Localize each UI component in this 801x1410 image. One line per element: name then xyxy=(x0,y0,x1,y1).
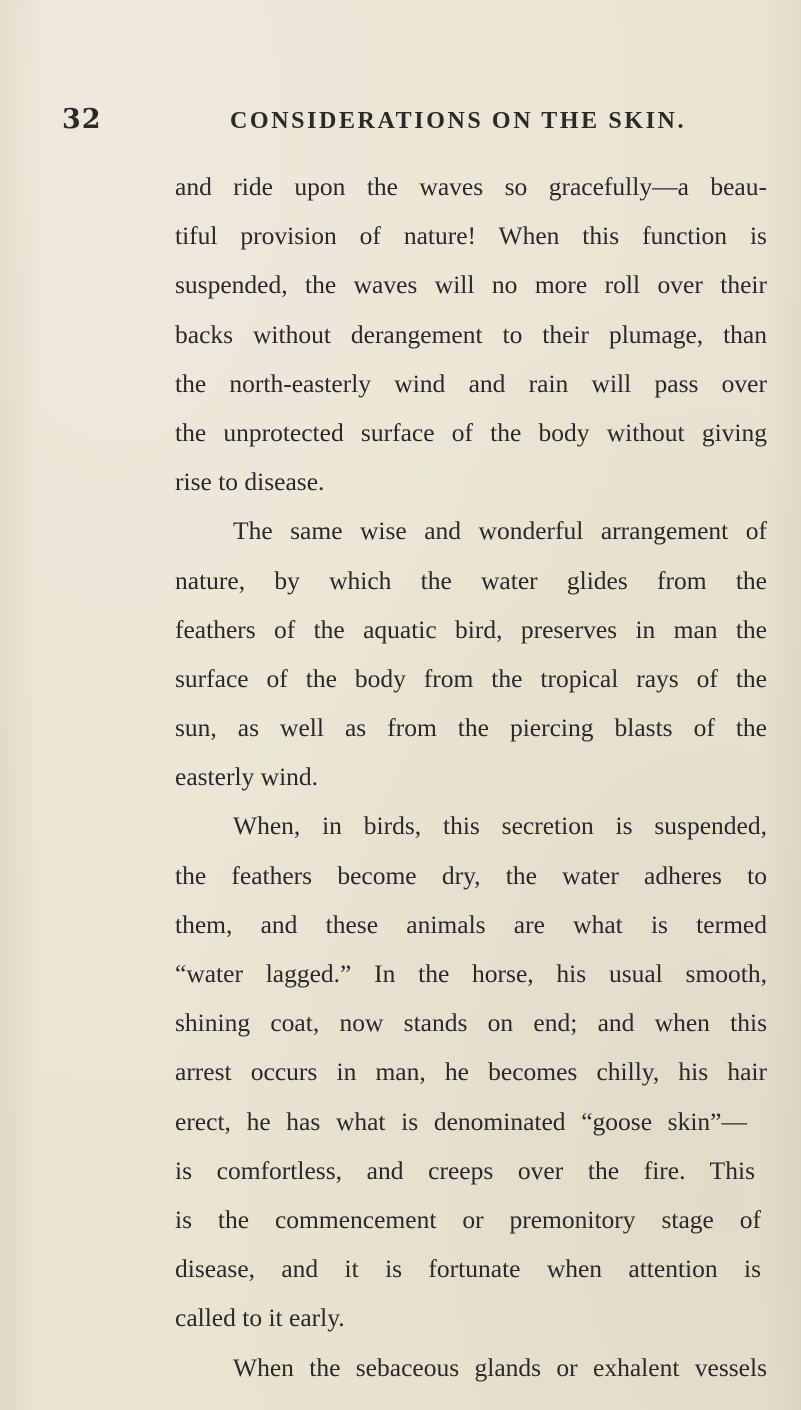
body-text xyxy=(175,162,767,1392)
paragraph-first-line: When, in birds, this secretion is suspended, xyxy=(233,811,767,841)
text-line: them, and these animals are what is termed xyxy=(175,909,767,939)
text-line: the north-easterly wind and rain will pass over xyxy=(175,368,767,398)
paragraph-first-line: When the sebaceous glands or exhalent vessels xyxy=(233,1352,767,1382)
text-line: tiful provision of nature! When this function is xyxy=(175,221,767,251)
text-line: and ride upon the waves so gracefully—a beau- xyxy=(175,172,767,201)
text-line: arrest occurs in man, he becomes chilly, his hair xyxy=(175,1057,767,1087)
text-line: is the commencement or premonitory stage of xyxy=(175,1204,761,1234)
text-line: disease, and it is fortunate when attention is xyxy=(175,1254,761,1284)
text-line: surface of the body from the tropical rays of the xyxy=(175,663,767,693)
text-line: erect, he has what is denominated “goose skin”— xyxy=(175,1106,747,1136)
running-head xyxy=(62,104,762,144)
text-line: is comfortless, and creeps over the fire. This xyxy=(175,1155,755,1185)
text-line: suspended, the waves will no more roll over their xyxy=(175,270,767,300)
paragraph-first-line: The same wise and wonderful arrangement of xyxy=(233,516,767,546)
text-line: easterly wind. xyxy=(175,762,319,792)
text-line: backs without derangement to their plumage, than xyxy=(175,319,767,349)
text-line: sun, as well as from the piercing blasts of the xyxy=(175,713,767,743)
text-line: the unprotected surface of the body without giving xyxy=(175,417,767,447)
text-line: feathers of the aquatic bird, preserves in man the xyxy=(175,614,767,644)
text-line: called to it early. xyxy=(175,1303,345,1333)
running-title: CONSIDERATIONS ON THE SKIN. xyxy=(230,108,687,134)
text-line: nature, by which the water glides from the xyxy=(175,565,767,595)
text-line: “water lagged.” In the horse, his usual smooth, xyxy=(175,959,767,988)
page-number: 32 xyxy=(62,104,102,135)
text-line: the feathers become dry, the water adheres to xyxy=(175,860,767,890)
text-line: rise to disease. xyxy=(175,467,325,497)
text-line: shining coat, now stands on end; and when this xyxy=(175,1008,767,1038)
